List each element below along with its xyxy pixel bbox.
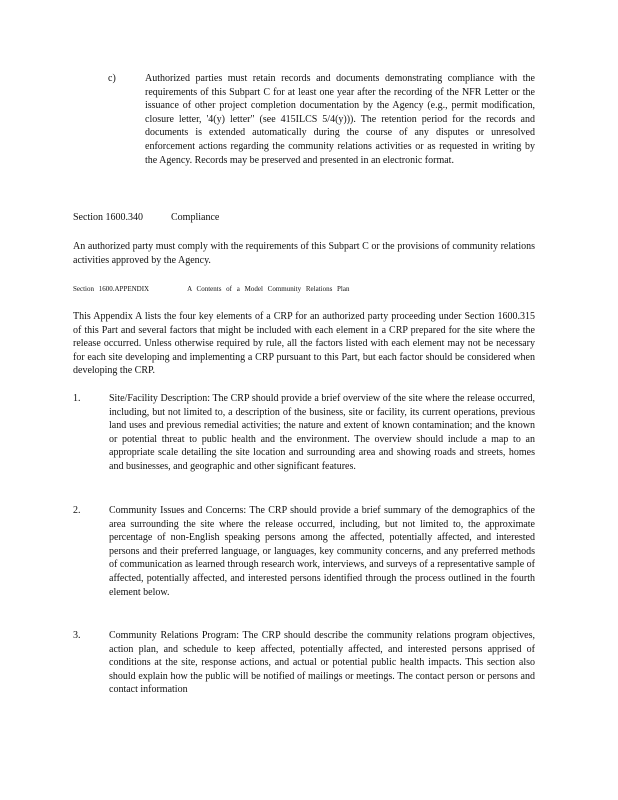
item-c-text: Authorized parties must retain records and documents demonstrating compliance with the requirements of this Subpart C for at least one year after the recording of the NFR Letter or the issuance of other project completion documentation by the Agency (e.g., permit modification, closure letter, '4(y) letter" (see 415ILCS 5/4(y))). The retention period for the records and documents is extended automatically during the course of any disputes or unresolved enforcement actions regarding the community relations activities or as requested in writing by the Agency. Records may be preserved and presented in an electronic format. [145, 73, 535, 166]
section-1600-340-text: An authorized party must comply with the requirements of this Subpart C or the provisions of community relations activities approved by the Agency. [73, 241, 535, 266]
appendix-section-number: 1600.APPENDIX [98, 285, 150, 293]
appendix-title: Contents of a Model Community Relations Plan [196, 285, 350, 293]
item-1-label: 1. [73, 393, 81, 404]
appendix-letter: A [187, 285, 192, 293]
item-1-text: Site/Facility Description: The CRP should provide a brief overview of the site where the release occurred, including, but not limited to, a description of the business, site or facility, its current operations, previous land uses and previous remedial activities; the nature and extent of known contamination; and the known or potential threat to public health and the environment. The overview should include a map to an appropriate scale detailing the site location and surrounding area and showing roads and streets, homes and businesses, and geographic and other significant features. [109, 393, 535, 472]
item-3-text: Community Relations Program: The CRP should describe the community relations program objectives, action plan, and schedule to keep affected, potentially affected, and interested persons apprised of conditions at the site, response actions, and actual or potential public health impacts. This section also should explain how the public will be notified of mailings or meetings. The contact person or persons and contact information [109, 630, 535, 696]
item-c-label: c) [108, 73, 116, 84]
item-2-text: Community Issues and Concerns: The CRP should provide a brief summary of the demographics of the area surrounding the site where the release occurred, including, but not limited to, the approximate percentage of non-English speaking persons among the affected, potentially affected, and interested persons and their preferred language, or languages, key community concerns, and any preferred methods of communication as learned through research work, interviews, and surveys of a representative sample of affected, potentially affected, and interested persons identified through the process outlined in the fourth element below. [109, 505, 535, 598]
appendix-intro: This Appendix A lists the four key elements of a CRP for an authorized party proceeding under Section 1600.315 of this Part and several factors that might be included with each element in a CRP prepared for the site where the release occurred. Unless otherwise required by rule, all the factors listed with each element may not be necessary for each site developing and implementing a CRP pursuant to this Part, but each factor should be considered when developing the CRP. [73, 311, 535, 377]
section-1600-340-title: Compliance [171, 212, 220, 223]
appendix-heading [73, 284, 350, 294]
item-3-label: 3. [73, 630, 81, 641]
appendix-section-label: Section [73, 285, 94, 293]
section-1600-340-heading [73, 211, 219, 225]
section-1600-340-number: Section 1600.340 [73, 212, 143, 223]
item-2-label: 2. [73, 505, 81, 516]
